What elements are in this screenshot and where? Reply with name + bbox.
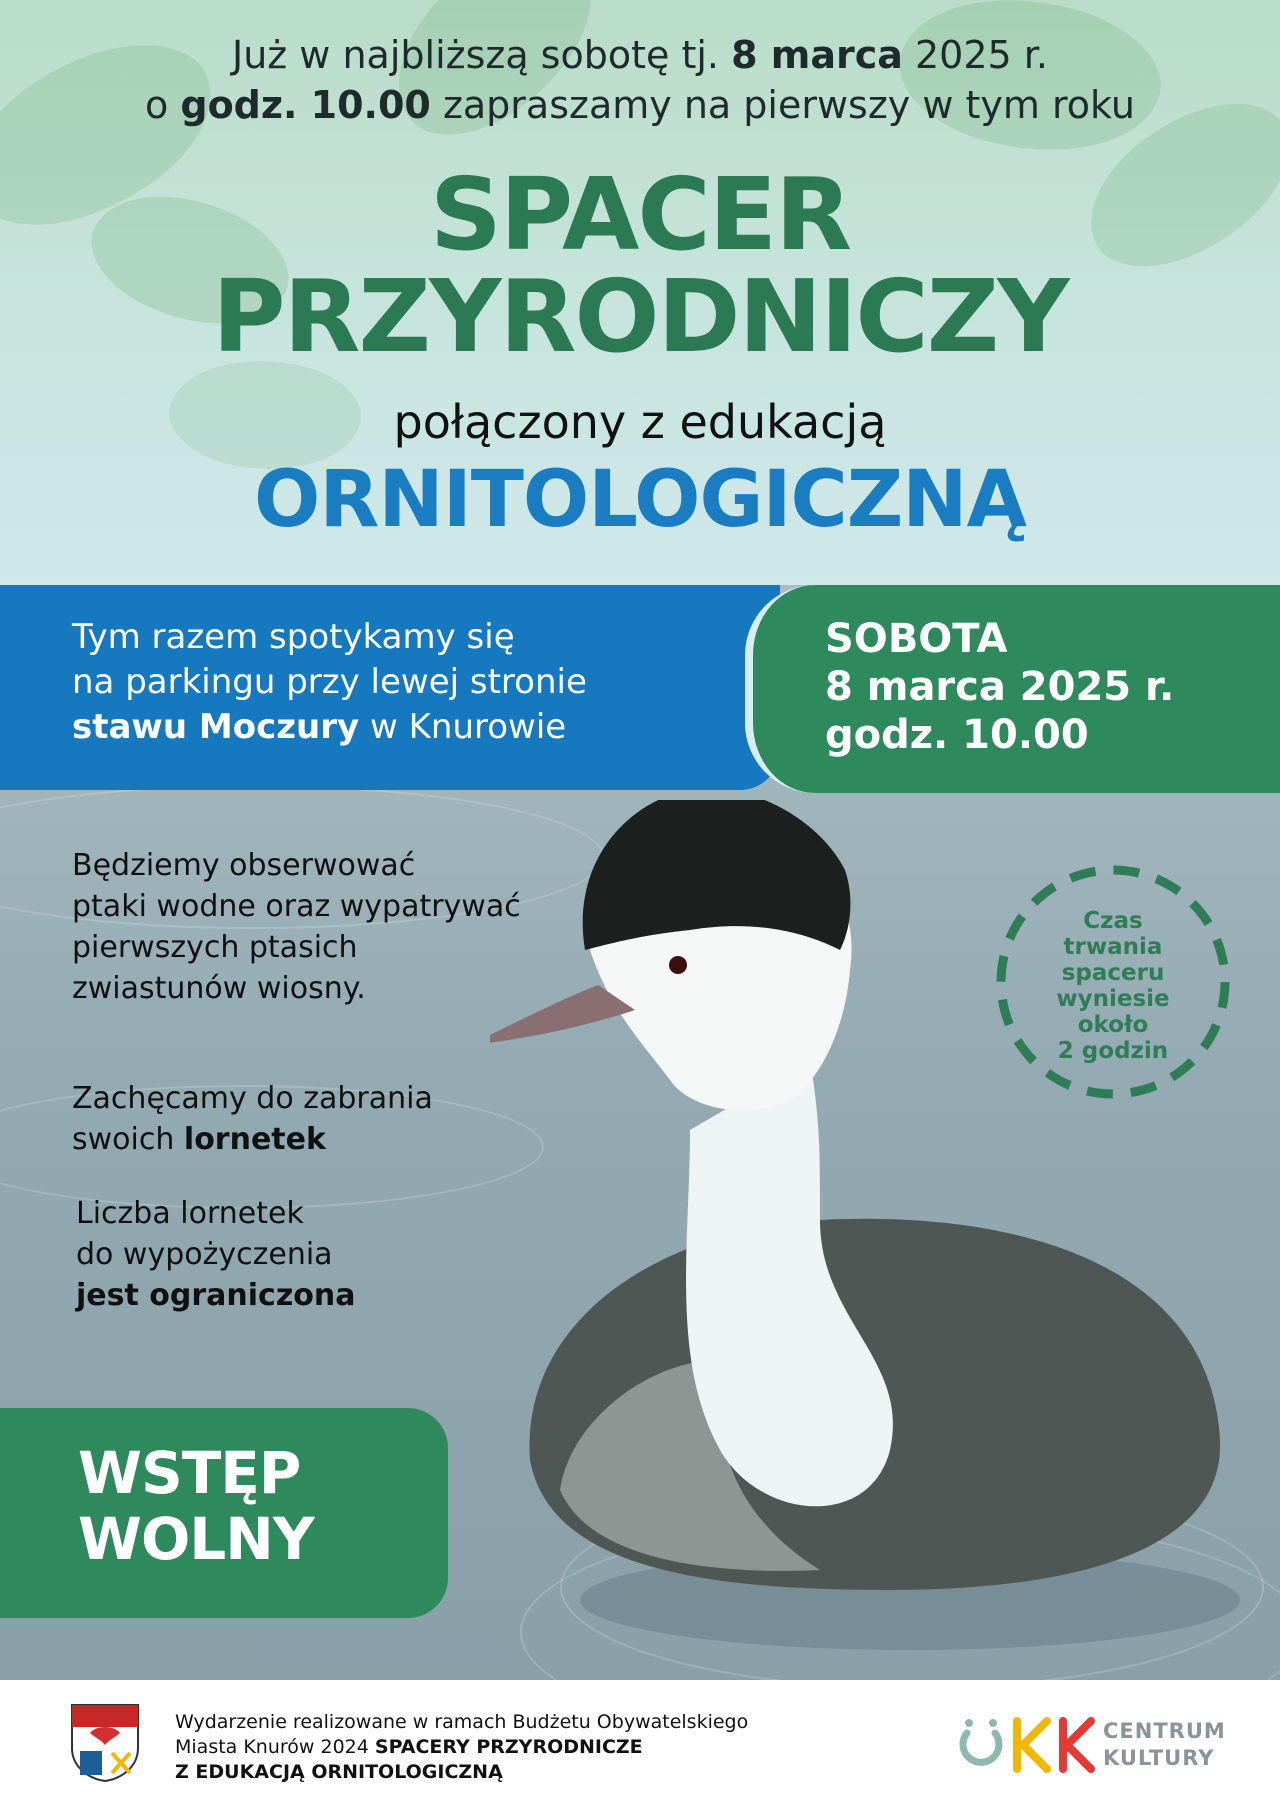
- observe-line-4: zwiastunów wiosny.: [72, 971, 366, 1006]
- observe-line-2: ptaki wodne oraz wypatrywać: [72, 889, 521, 924]
- intro-date: 8 marca: [731, 33, 903, 77]
- observe-line-3: pierwszych ptasich: [72, 930, 358, 965]
- binoculars-line-1: Zachęcamy do zabrania: [72, 1081, 433, 1116]
- intro-year: 2025 r.: [902, 33, 1048, 77]
- intro-time: godz. 10.00: [180, 83, 431, 127]
- badge-line-4: wyniesie: [1056, 986, 1170, 1012]
- crest-top-band: [72, 1705, 138, 1727]
- rental-limited: jest ograniczona: [76, 1278, 356, 1313]
- logo-k-mark: [1017, 1721, 1047, 1769]
- city-coat-of-arms-icon: [70, 1703, 140, 1783]
- footer-line-1: Wydarzenie realizowane w ramach Budżetu Obywatelskiego: [175, 1711, 749, 1733]
- date-time: godz. 10.00: [825, 712, 1089, 758]
- logo-dot: [989, 1719, 997, 1727]
- footer-line-2-pre: Miasta Knurów 2024: [175, 1736, 375, 1758]
- footer-line-3: [175, 1760, 875, 1785]
- observe-text: [72, 845, 521, 1009]
- crest-tower: [80, 1751, 102, 1775]
- intro-line-1-text: Już w najbliższą sobotę tj.: [231, 33, 732, 77]
- badge-line-1: Czas: [1083, 908, 1143, 934]
- logo-circle-mark: [963, 1733, 999, 1762]
- bird-eye: [669, 956, 687, 974]
- binoculars-line-2-pre: swoich: [72, 1122, 184, 1157]
- meeting-place-name: stawu Moczury: [72, 707, 360, 747]
- rental-line-2: do wypożyczenia: [76, 1237, 333, 1272]
- title-line-2: PRZYRODNICZY: [212, 258, 1068, 375]
- meeting-town: w Knurowie: [359, 707, 567, 747]
- meeting-line-1: Tym razem spotykamy się: [72, 617, 515, 657]
- footer-project-name-2: Z EDUKACJĄ ORNITOLOGICZNĄ: [175, 1761, 503, 1783]
- title-line-3: ORNITOLOGICZNĄ: [254, 455, 1026, 545]
- binoculars-line-2: [72, 1119, 433, 1160]
- meeting-line-2: na parkingu przy lewej stronie: [72, 662, 587, 702]
- footer-project-name: SPACERY PRZYRODNICZE: [374, 1736, 643, 1758]
- intro-line-2-pre: o: [145, 83, 181, 127]
- badge-line-6: 2 godzin: [1057, 1038, 1169, 1064]
- rental-text: [76, 1193, 356, 1316]
- entry-line-2: WOLNY: [78, 1505, 314, 1573]
- title-line-1: SPACER: [429, 156, 851, 273]
- date-date: 8 marca 2025 r.: [825, 664, 1175, 710]
- title-subtitle: połączony z edukacją: [393, 395, 887, 449]
- intro-line-2: [0, 80, 1280, 130]
- rental-line-1: Liczba lornetek: [76, 1196, 304, 1231]
- meeting-line-3: [72, 705, 732, 750]
- intro-line-2-post: zapraszamy na pierwszy w tym roku: [430, 83, 1135, 127]
- intro-line-1: [0, 30, 1280, 80]
- duration-badge-text: [1013, 908, 1213, 1064]
- meeting-place-text: [72, 615, 732, 750]
- footer-line-2: [175, 1735, 875, 1760]
- logo-line-1: CENTRUM: [1103, 1719, 1226, 1743]
- badge-line-3: spaceru: [1061, 960, 1165, 986]
- binoculars-word: lornetek: [183, 1122, 326, 1157]
- logo-k-mark: [1063, 1721, 1091, 1769]
- footer-text: [175, 1710, 875, 1785]
- badge-line-2: trwania: [1063, 934, 1163, 960]
- entry-line-1: WSTĘP: [78, 1439, 301, 1507]
- logo-text: [1103, 1718, 1226, 1772]
- date-day: SOBOTA: [825, 616, 1008, 662]
- badge-line-5: około: [1077, 1012, 1149, 1038]
- binoculars-text: [72, 1078, 433, 1160]
- intro-text: [0, 30, 1280, 130]
- logo-dot: [965, 1719, 973, 1727]
- logo-line-2: KULTURY: [1103, 1746, 1215, 1770]
- free-entry-text: [78, 1440, 314, 1572]
- date-box-text: [825, 615, 1174, 759]
- rental-line-3: [76, 1275, 356, 1316]
- observe-line-1: Będziemy obserwować: [72, 848, 416, 883]
